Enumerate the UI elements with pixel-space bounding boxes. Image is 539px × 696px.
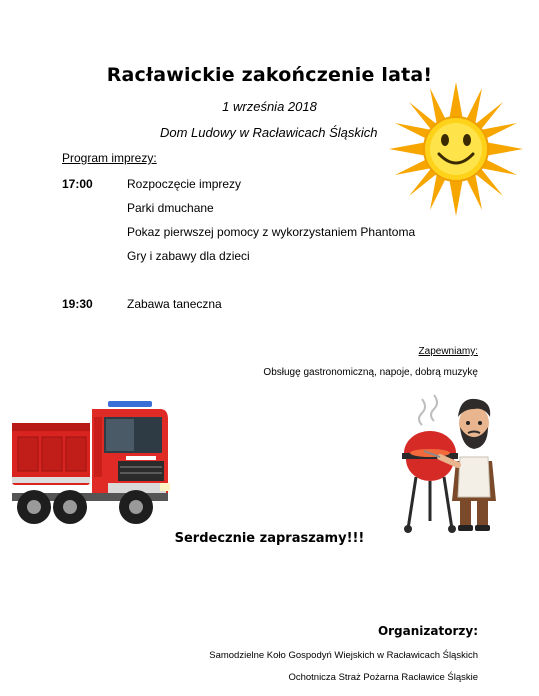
provide-heading: Zapewniamy: xyxy=(418,346,478,357)
program-item: Parki dmuchane xyxy=(127,201,214,215)
sun-icon xyxy=(387,80,525,218)
program-item: Rozpoczęcie imprezy xyxy=(127,177,242,191)
bbq-chef-icon xyxy=(400,393,500,535)
organizer-item: Ochotnicza Straż Pożarna Racławice Śląskie xyxy=(288,672,478,683)
program-item: Gry i zabawy dla dzieci xyxy=(127,249,250,263)
organizers-heading: Organizatorzy: xyxy=(377,624,478,638)
event-date: 1 września 2018 xyxy=(222,99,317,114)
program-item: Pokaz pierwszej pomocy z wykorzystaniem Phantoma xyxy=(127,225,416,239)
program-time: 19:30 xyxy=(62,297,93,311)
event-venue: Dom Ludowy w Racławicach Śląskich xyxy=(160,125,378,140)
program-item: Zabawa taneczna xyxy=(127,297,222,311)
provide-text: Obsługę gastronomiczną, napoje, dobrą muzykę xyxy=(263,367,478,378)
program-time: 17:00 xyxy=(62,177,93,191)
invitation-text: Serdecznie zapraszamy!!! xyxy=(174,531,365,546)
fire-truck-icon xyxy=(8,397,176,535)
organizer-item: Samodzielne Koło Gospodyń Wiejskich w Racławicach Śląskich xyxy=(209,650,478,661)
event-title: Racławickie zakończenie lata! xyxy=(106,64,433,86)
program-heading: Program imprezy: xyxy=(62,151,157,165)
